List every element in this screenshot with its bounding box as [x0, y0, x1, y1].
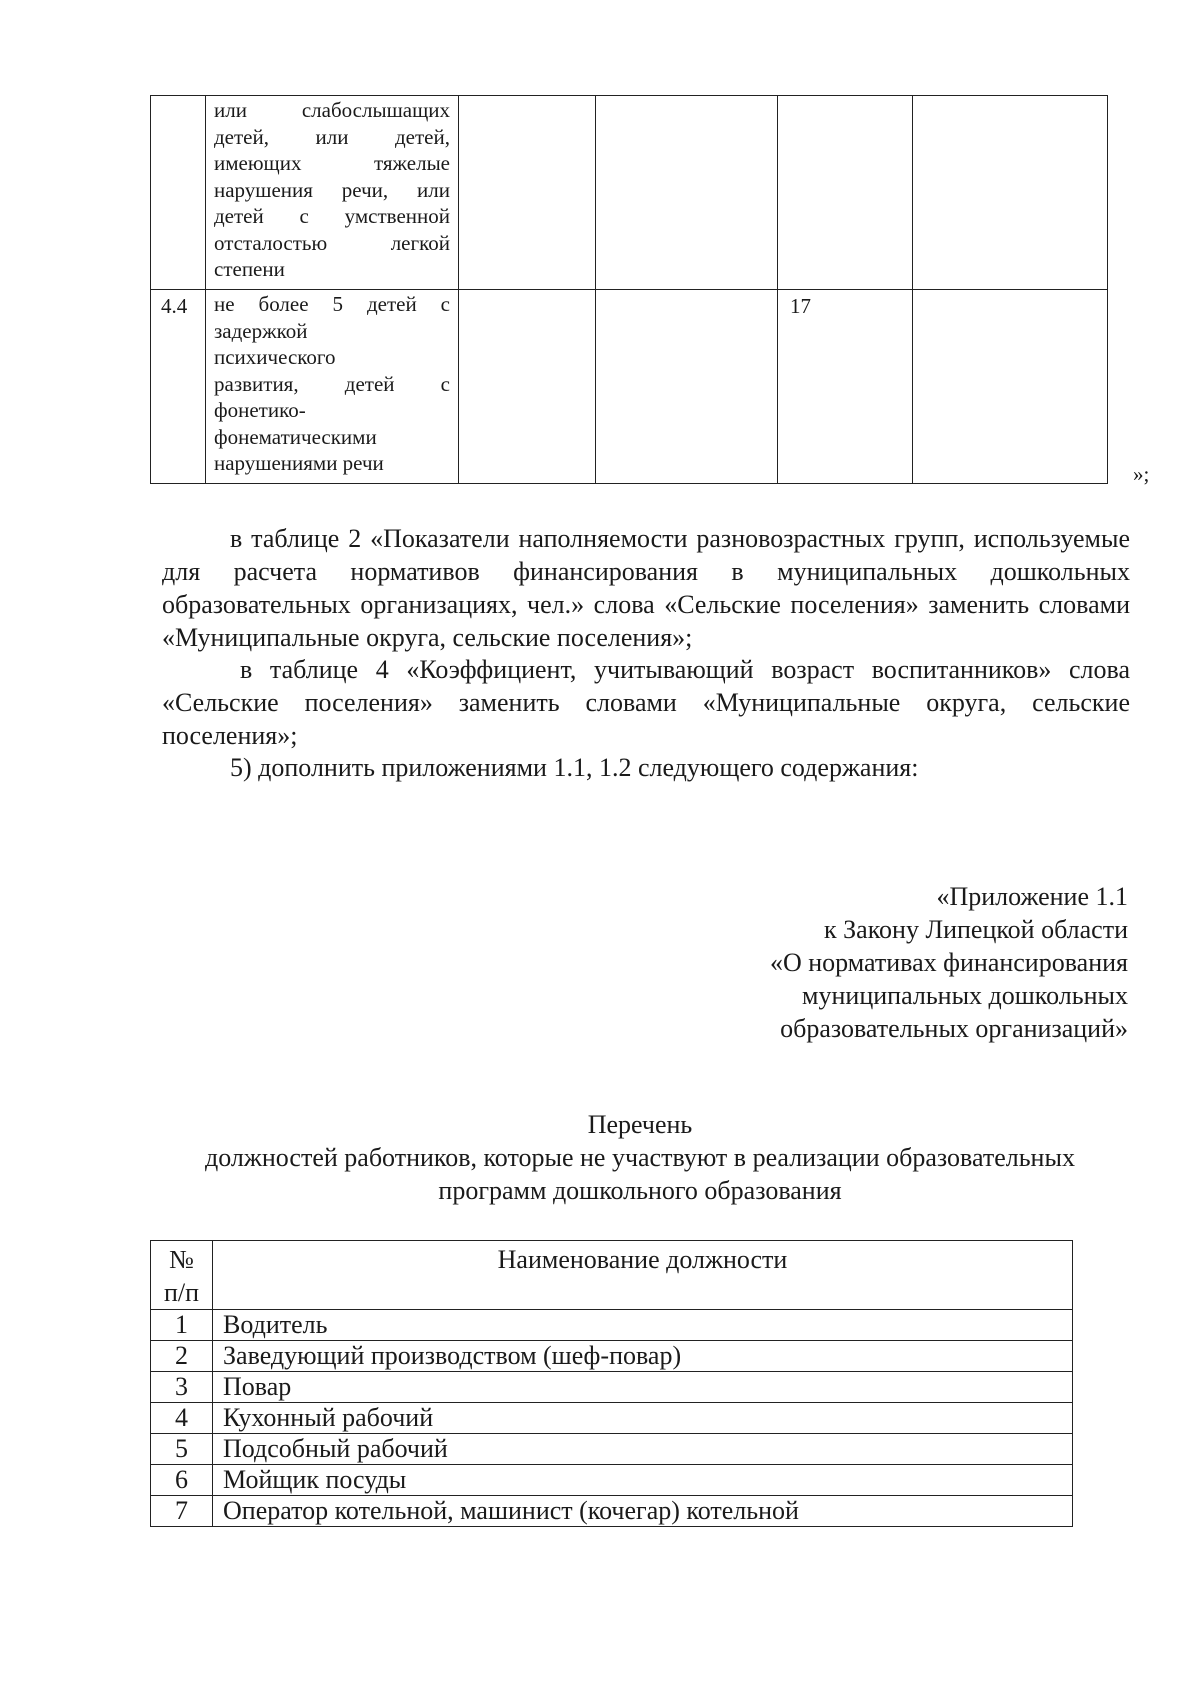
empty-cell	[459, 96, 596, 290]
positions-table	[150, 1240, 1073, 1527]
paragraph-table-4: в таблице 4 «Коэффициент, учитывающий возраст воспитанников» слова «Сельские поселения» заменить словами «Муниципальные округа, сельские поселения»;	[162, 655, 1130, 750]
continuation-table	[150, 95, 1108, 484]
row-number-cell: 4.4	[151, 290, 206, 484]
table-row: 3 Повар	[151, 1372, 1073, 1403]
table-header-row	[151, 1241, 1073, 1310]
paragraph-item-5: 5) дополнить приложениями 1.1, 1.2 следующего содержания:	[230, 753, 919, 782]
table-row: 4 Кухонный рабочий	[151, 1403, 1073, 1434]
empty-cell	[778, 96, 913, 290]
header-name-cell: Наименование должности	[213, 1241, 1073, 1310]
row-description-cell: не более 5 детей с задержкой психического развития, детей с фонетико- фонематическими нарушениями речи	[206, 290, 459, 484]
closing-quote: »;	[1133, 462, 1150, 486]
table-row: 7 Оператор котельной, машинист (кочегар) котельной	[151, 1496, 1073, 1527]
table-row: 1 Водитель	[151, 1310, 1073, 1341]
list-title-heading: Перечень	[587, 1110, 693, 1139]
row-description-cell: или слабослышащих детей, или детей, имеющих тяжелые нарушения речи, или детей с умственной отсталостью легкой степени	[206, 96, 459, 290]
list-title: Перечень должностей работников, которые не участвуют в реализации образовательных программ дошкольного образования	[150, 1108, 1130, 1207]
empty-cell	[596, 290, 778, 484]
table-row	[151, 96, 1108, 290]
table-row: 6 Мойщик посуды	[151, 1465, 1073, 1496]
table-row	[151, 290, 1108, 484]
appendix-header: «Приложение 1.1 к Закону Липецкой области «О нормативах финансирования муниципальных дошкольных образовательных организаций»	[769, 882, 1128, 1043]
paragraph-table-2: в таблице 2 «Показатели наполняемости разновозрастных групп, используемые для расчета нормативов финансирования в муниципальных дошкольных образовательных организациях, чел.» слова «Сельские поселения» заменить словами «Муниципальные округа, сельские поселения»;	[162, 524, 1130, 652]
empty-cell	[913, 290, 1108, 484]
value-cell: 17	[778, 290, 913, 484]
row-number-cell	[151, 96, 206, 290]
empty-cell	[459, 290, 596, 484]
appendix-title: «Приложение 1.1	[936, 882, 1128, 911]
header-number-cell: № п/п	[151, 1241, 213, 1310]
empty-cell	[596, 96, 778, 290]
table-row: 5 Подсобный рабочий	[151, 1434, 1073, 1465]
table-row: 2 Заведующий производством (шеф-повар)	[151, 1341, 1073, 1372]
empty-cell	[913, 96, 1108, 290]
